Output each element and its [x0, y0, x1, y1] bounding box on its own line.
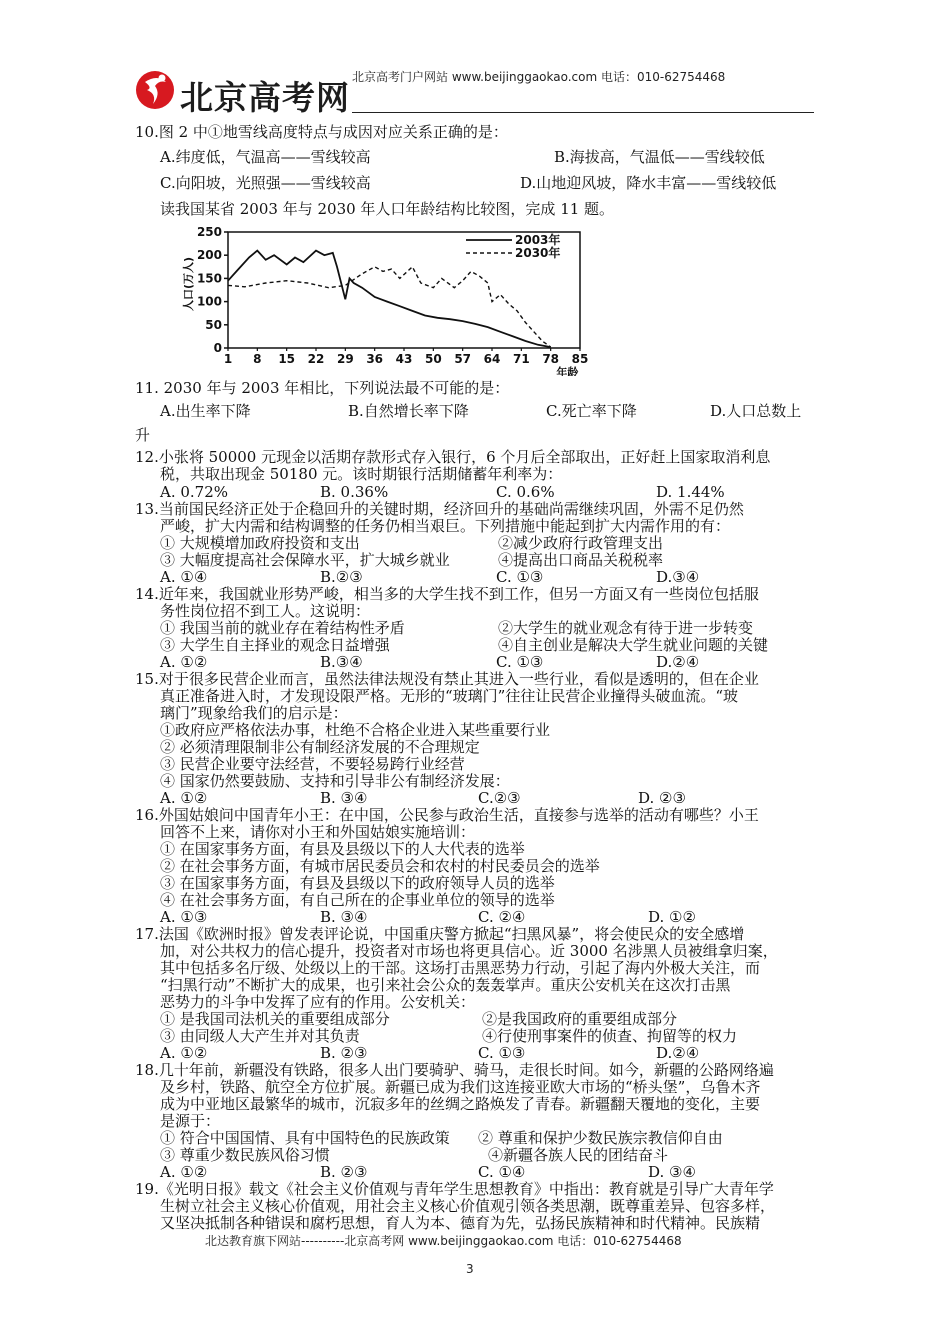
- text-line: ③ 民营企业要守法经营，不要轻易跨行业经营: [160, 755, 465, 773]
- legend-label: 2003年: [515, 233, 561, 247]
- legend-label: 2030年: [515, 246, 561, 260]
- text-line: ④ 在社会事务方面，有自己所在的企事业单位的领导的选举: [160, 891, 555, 909]
- x-tick-label: 71: [512, 352, 530, 366]
- text-line: A.纬度低，气温高——雪线较高: [160, 148, 371, 166]
- text-line: A. ①②: [160, 1163, 208, 1181]
- text-line: “扫黑行动”不断扩大的成果，也引来社会公众的轰轰掌声。重庆公安机关在这次打击黑: [160, 976, 731, 994]
- text-line: ④自主创业是解决大学生就业问题的关键: [498, 636, 769, 654]
- x-tick-label: 85: [571, 352, 589, 366]
- text-line: B.③④: [320, 653, 363, 671]
- text-line: B. ②③: [320, 1163, 368, 1181]
- text-line: 13.当前国民经济正处于企稳回升的关键时期，经济回升的基础尚需继续巩固，外需不足仍然: [135, 500, 744, 518]
- text-line: ① 符合中国国情、具有中国特色的民族政策: [160, 1129, 450, 1147]
- logo-icon: [135, 68, 175, 112]
- text-line: C.死亡率下降: [546, 402, 637, 420]
- text-line: A. ①④: [160, 568, 208, 586]
- text-line: B.海拔高，气温低——雪线较低: [554, 148, 765, 166]
- text-line: C.②③: [478, 789, 521, 807]
- text-line: ① 大规模增加政府投资和支出: [160, 534, 360, 552]
- text-line: B.自然增长率下降: [348, 402, 469, 420]
- population-chart: [180, 224, 600, 376]
- text-line: C. ①③: [478, 1044, 526, 1062]
- text-line: 14.近年来，我国就业形势严峻，相当多的大学生找不到工作，但另一方面又有一些岗位包括服: [135, 585, 759, 603]
- text-line: D. ③④: [648, 1163, 696, 1181]
- text-line: ② 必须清理限制非公有制经济发展的不合理规定: [160, 738, 480, 756]
- text-line: 12.小张将 50000 元现金以活期存款形式存入银行，6 个月后全部取出，正好赶上国家取消利息: [135, 448, 771, 466]
- text-line: ① 是我国司法机关的重要组成部分: [160, 1010, 390, 1028]
- text-line: 及乡村，铁路、航空全方位扩展。新疆已成为我们这连接亚欧大市场的“桥头堡”，乌鲁木齐: [160, 1078, 761, 1096]
- text-line: ④行使刑事案件的侦查、拘留等的权力: [482, 1027, 738, 1045]
- text-line: A. ①③: [160, 908, 208, 926]
- x-tick-label: 15: [278, 352, 296, 366]
- text-line: D.②④: [656, 1044, 700, 1062]
- text-line: ②大学生的就业观念有待于进一步转变: [498, 619, 754, 637]
- text-line: A.出生率下降: [160, 402, 251, 420]
- x-tick-label: 57: [454, 352, 472, 366]
- text-line: A. ①②: [160, 653, 208, 671]
- text-line: D.②④: [656, 653, 700, 671]
- text-line: A. 0.72%: [160, 483, 229, 501]
- text-line: 其中包括多名厅级、处级以上的干部。这场打击黑恶势力行动，引起了海内外极大关注，而: [160, 959, 761, 977]
- x-tick-label: 22: [307, 352, 325, 366]
- text-line: C. 0.6%: [496, 483, 555, 501]
- y-tick-label: 0: [213, 341, 222, 355]
- text-line: 读我国某省 2003 年与 2030 年人口年龄结构比较图，完成 11 题。: [160, 200, 615, 218]
- text-line: B. ③④: [320, 908, 368, 926]
- text-line: ③ 大幅度提高社会保障水平，扩大城乡就业: [160, 551, 450, 569]
- text-line: D. ②③: [638, 789, 686, 807]
- y-tick-label: 150: [196, 271, 222, 286]
- text-line: 璃门”现象给我们的启示是：: [160, 704, 348, 722]
- text-line: 16.外国姑娘问中国青年小王：在中国，公民参与政治生活，直接参与选举的活动有哪些？小王: [135, 806, 759, 824]
- text-line: D.③④: [656, 568, 700, 586]
- x-axis-label: 年龄: [556, 366, 579, 376]
- footer-site-info: 北达教育旗下网站----------北京高考网 www.beijinggaokao.com 电话：010-62754468: [205, 1234, 682, 1248]
- text-line: ① 我国当前的就业存在着结构性矛盾: [160, 619, 405, 637]
- text-line: D. ①②: [648, 908, 696, 926]
- text-line: 11. 2030 年与 2003 年相比，下列说法最不可能的是：: [135, 379, 510, 397]
- text-line: B. 0.36%: [320, 483, 389, 501]
- text-line: ②是我国政府的重要组成部分: [482, 1010, 678, 1028]
- text-line: B. ③④: [320, 789, 368, 807]
- header-divider: [352, 112, 814, 113]
- text-line: C. ②④: [478, 908, 526, 926]
- text-line: ③ 由同级人大产生并对其负责: [160, 1027, 360, 1045]
- x-tick-label: 36: [366, 352, 384, 366]
- y-tick-label: 100: [196, 294, 222, 309]
- y-axis-label: 人口(万人): [182, 256, 195, 312]
- text-line: 严峻，扩大内需和结构调整的任务仍相当艰巨。下列措施中能起到扩大内需作用的有：: [160, 517, 731, 535]
- text-line: 成为中亚地区最繁华的城市，沉寂多年的丝绸之路焕发了青春。新疆翻天覆地的变化，主要: [160, 1095, 761, 1113]
- text-line: C. ①③: [496, 568, 544, 586]
- text-line: D.山地迎风坡，降水丰富——雪线较低: [520, 174, 777, 192]
- site-logo-text: 北京高考网: [180, 78, 350, 117]
- text-line: ①政府应严格依法办事，杜绝不合格企业进入某些重要行业: [160, 721, 551, 739]
- text-line: 真正准备进入时，才发现设限严格。无形的“玻璃门”往往让民营企业撞得头破血流。“玻: [160, 687, 739, 705]
- text-line: 又坚决抵制各种错误和腐朽思想，育人为本、德育为先，弘扬民族精神和时代精神。民族精: [160, 1214, 761, 1232]
- text-line: 10.图 2 中①地雪线高度特点与成因对应关系正确的是：: [135, 123, 508, 141]
- text-line: ②减少政府行政管理支出: [498, 534, 664, 552]
- y-tick-label: 50: [205, 317, 222, 332]
- text-line: B.②③: [320, 568, 363, 586]
- text-line: 17.法国《欧洲时报》曾发表评论说，中国重庆警方掀起“扫黑风暴”，将会使民众的安全感增: [135, 925, 745, 943]
- text-line: 18.几十年前，新疆没有铁路，很多人出门要骑驴、骑马，走很长时间。如今，新疆的公路网络遍: [135, 1061, 774, 1079]
- text-line: 是源于：: [160, 1112, 221, 1130]
- text-line: D. 1.44%: [656, 483, 725, 501]
- x-tick-label: 1: [223, 352, 233, 366]
- text-line: 19.《光明日报》载文《社会主义价值观与青年学生思想教育》中指出：教育就是引导广大青年学: [135, 1180, 774, 1198]
- page-number: 3: [466, 1262, 474, 1276]
- text-line: C. ①④: [478, 1163, 526, 1181]
- series-line-2003年: [228, 251, 551, 348]
- text-line: 回答不上来，请你对小王和外国姑娘实施培训：: [160, 823, 476, 841]
- text-line: 生树立社会主义核心价值观，用社会主义核心价值观引领各类思潮，既尊重差异、包容多样，: [160, 1197, 776, 1215]
- text-line: ③ 在国家事务方面，有县及县级以下的政府领导人员的选举: [160, 874, 555, 892]
- text-line: A. ①②: [160, 789, 208, 807]
- x-tick-label: 50: [424, 352, 442, 366]
- x-tick-label: 43: [395, 352, 413, 366]
- header-site-info: 北京高考门户网站 www.beijinggaokao.com 电话：010-62754468: [352, 70, 726, 84]
- x-tick-label: 78: [542, 352, 560, 366]
- population-chart-svg: [180, 224, 600, 376]
- text-line: ② 尊重和保护少数民族宗教信仰自由: [478, 1129, 723, 1147]
- text-line: C. ①③: [496, 653, 544, 671]
- y-tick-label: 200: [196, 248, 222, 263]
- series-line-2030年: [228, 267, 551, 347]
- y-tick-label: 250: [196, 225, 222, 239]
- text-line: C.向阳坡，光照强——雪线较高: [160, 174, 371, 192]
- text-line: 务性岗位招不到工人。这说明：: [160, 602, 371, 620]
- x-tick-label: 29: [336, 352, 354, 366]
- text-line: 15.对于很多民营企业而言，虽然法律法规没有禁止其进入一些行业，看似是透明的，但在企业: [135, 670, 759, 688]
- text-line: 加，对公共权力的信心提升，投资者对市场也将更具信心。近 3000 名涉黑人员被缉拿归案，: [160, 942, 778, 960]
- text-line: ④新疆各族人民的团结奋斗: [488, 1146, 669, 1164]
- text-line: ④ 国家仍然要鼓励、支持和引导非公有制经济发展：: [160, 772, 510, 790]
- text-line: B. ②③: [320, 1044, 368, 1062]
- text-line: A. ①②: [160, 1044, 208, 1062]
- text-line: D.人口总数上: [710, 402, 802, 420]
- text-line: ① 在国家事务方面，有县及县级以下的人大代表的选举: [160, 840, 525, 858]
- text-line: 恶势力的斗争中发挥了应有的作用。公安机关：: [160, 993, 476, 1011]
- text-line: ③ 大学生自主择业的观念日益增强: [160, 636, 390, 654]
- text-line: 税，共取出现金 50180 元。该时期银行活期储蓄年利率为：: [160, 465, 563, 483]
- x-tick-label: 8: [253, 352, 262, 366]
- x-tick-label: 64: [483, 352, 501, 366]
- text-line: ④提高出口商品关税税率: [498, 551, 664, 569]
- text-line: ② 在社会事务方面，有城市居民委员会和农村的村民委员会的选举: [160, 857, 600, 875]
- text-line: 升: [135, 426, 151, 444]
- text-line: ③ 尊重少数民族风俗习惯: [160, 1146, 330, 1164]
